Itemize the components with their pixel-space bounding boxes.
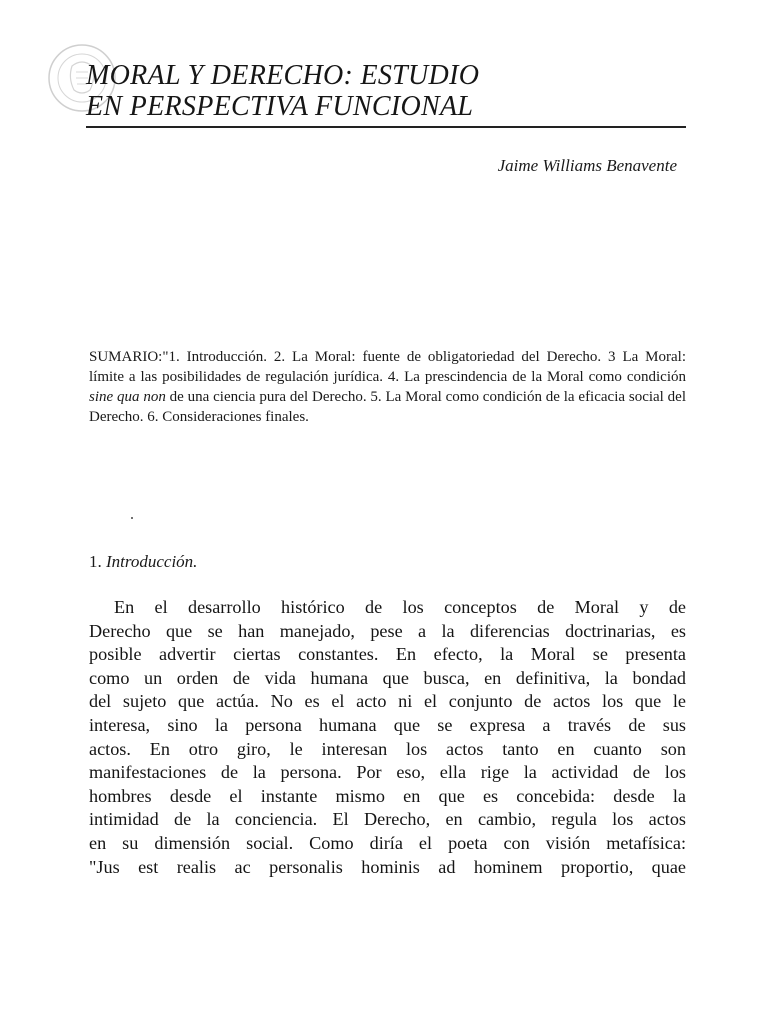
section-number: 1.	[89, 552, 102, 571]
section-heading	[89, 552, 197, 572]
summary-text-part2: de una ciencia pura del Derecho. 5. La Moral como condición de la eficacia social del Derecho. 6. Consideraciones finales.	[89, 389, 686, 425]
title-underline	[86, 126, 686, 128]
body-line: posible advertir ciertas constantes. En efecto, la Moral se presenta	[89, 644, 686, 665]
body-line: como un orden de vida humana que busca, en definitiva, la bondad	[89, 667, 686, 688]
body-line: manifestaciones de la persona. Por eso, ella rige la actividad de los	[89, 762, 686, 783]
body-paragraph	[89, 596, 686, 879]
article-title	[86, 60, 686, 122]
body-line: en su dimensión social. Como diría el poeta con visión metafísica:	[89, 832, 686, 853]
summary-italic-phrase: sine qua non	[89, 389, 166, 405]
section-title: Introducción.	[106, 552, 198, 571]
body-line: actos. En otro giro, le interesan los actos tanto en cuanto son	[89, 738, 686, 759]
title-line-2: EN PERSPECTIVA FUNCIONAL	[86, 91, 474, 122]
stray-dot	[131, 517, 133, 519]
author-name: Jaime Williams Benavente	[497, 156, 677, 175]
body-line: interesa, sino la persona humana que se expresa a través de sus	[89, 714, 686, 735]
body-line: hombres desde el instante mismo en que es concebida: desde la	[89, 785, 686, 806]
body-line: "Jus est realis ac personalis hominis ad hominem proportio, quae	[89, 856, 686, 877]
body-line: En el desarrollo histórico de los conceptos de Moral y de	[114, 597, 686, 617]
body-line: Derecho que se han manejado, pese a la diferencias doctrinarias, es	[89, 620, 686, 641]
summary-paragraph	[89, 347, 686, 427]
title-line-1: MORAL Y DERECHO: ESTUDIO	[86, 60, 480, 91]
body-line: intimidad de la conciencia. El Derecho, en cambio, regula los actos	[89, 809, 686, 830]
body-line: del sujeto que actúa. No es el acto ni el conjunto de actos los que le	[89, 691, 686, 712]
summary-text-part1: SUMARIO:"1. Introducción. 2. La Moral: fuente de obligatoriedad del Derecho. 3 La Moral: límite a las posibilidades de regulación jurídica. 4. La prescindencia de la Moral como condición	[89, 349, 686, 385]
summary-block	[89, 347, 686, 427]
